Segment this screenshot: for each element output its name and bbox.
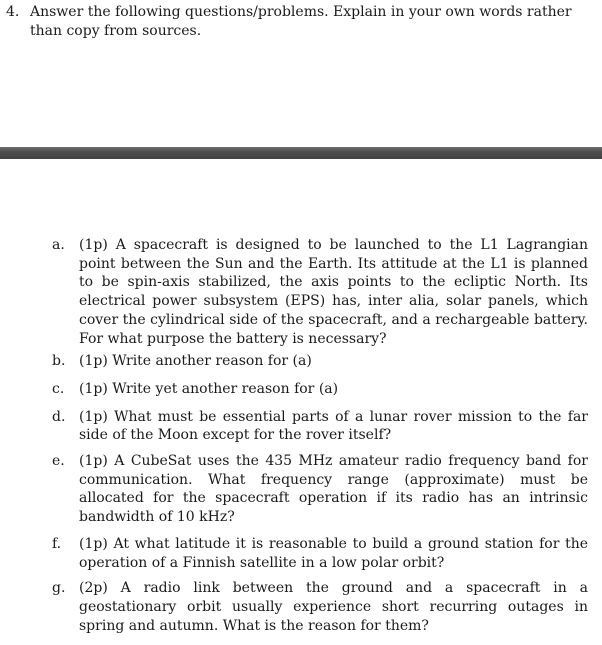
- question-item-a: [0, 236, 602, 348]
- question-text-d: (1p) What must be essential parts of a lunar rover mission to the far side of the Moon except for the rover itself?: [79, 408, 588, 444]
- question-list: [0, 236, 602, 635]
- question-marker-b: b.: [52, 353, 66, 370]
- question-item-g: [0, 579, 602, 635]
- question-item-f: [0, 535, 602, 572]
- question-number: 4.: [6, 4, 20, 20]
- question-marker-a: a.: [52, 237, 65, 253]
- question-item-b: [0, 352, 602, 371]
- section-divider-bar: [0, 147, 602, 159]
- question-item-e: [0, 452, 602, 527]
- intro-text-line-2: than copy from sources.: [30, 23, 202, 39]
- question-4-intro: [6, 3, 592, 41]
- question-marker-d: d.: [52, 408, 66, 425]
- question-marker-c: c.: [52, 380, 65, 397]
- question-item-d: [0, 408, 602, 445]
- question-marker-f: f.: [52, 535, 62, 552]
- question-text-a: (1p) A spacecraft is designed to be launched to the L1 Lagrangian point between the Sun and the Earth. Its attitude at the L1 is planned to be spin-axis stabilized, the axis points to the ecliptic North. Its electrical power subsystem (EPS) has, inter alia, solar panels, which cover the cylindrical side of the spacecraft, and a rechargeable battery. For what purpose the battery is necessary?: [79, 237, 588, 347]
- question-text-b: (1p) Write another reason for (a): [79, 353, 312, 370]
- question-text-g: (2p) A radio link between the ground and a spacecraft in a geostationary orbit usually experience short recurring outages in spring and autumn. What is the reason for them?: [79, 580, 588, 634]
- intro-text-line-1: Answer the following questions/problems. Explain in your own words rather: [30, 4, 572, 20]
- question-marker-g: g.: [52, 580, 66, 597]
- intro-line-1: [6, 3, 592, 22]
- question-text-e: (1p) A CubeSat uses the 435 MHz amateur radio frequency band for communication. What frequency range (approximate) must be allocated for the spacecraft operation if its radio has an intrinsic bandwidth of 10 kHz?: [79, 453, 588, 526]
- question-text-f: (1p) At what latitude it is reasonable to build a ground station for the operation of a Finnish satellite in a low polar orbit?: [79, 535, 588, 571]
- question-item-c: [0, 380, 602, 399]
- question-text-c: (1p) Write yet another reason for (a): [79, 380, 339, 397]
- question-marker-e: e.: [52, 453, 65, 470]
